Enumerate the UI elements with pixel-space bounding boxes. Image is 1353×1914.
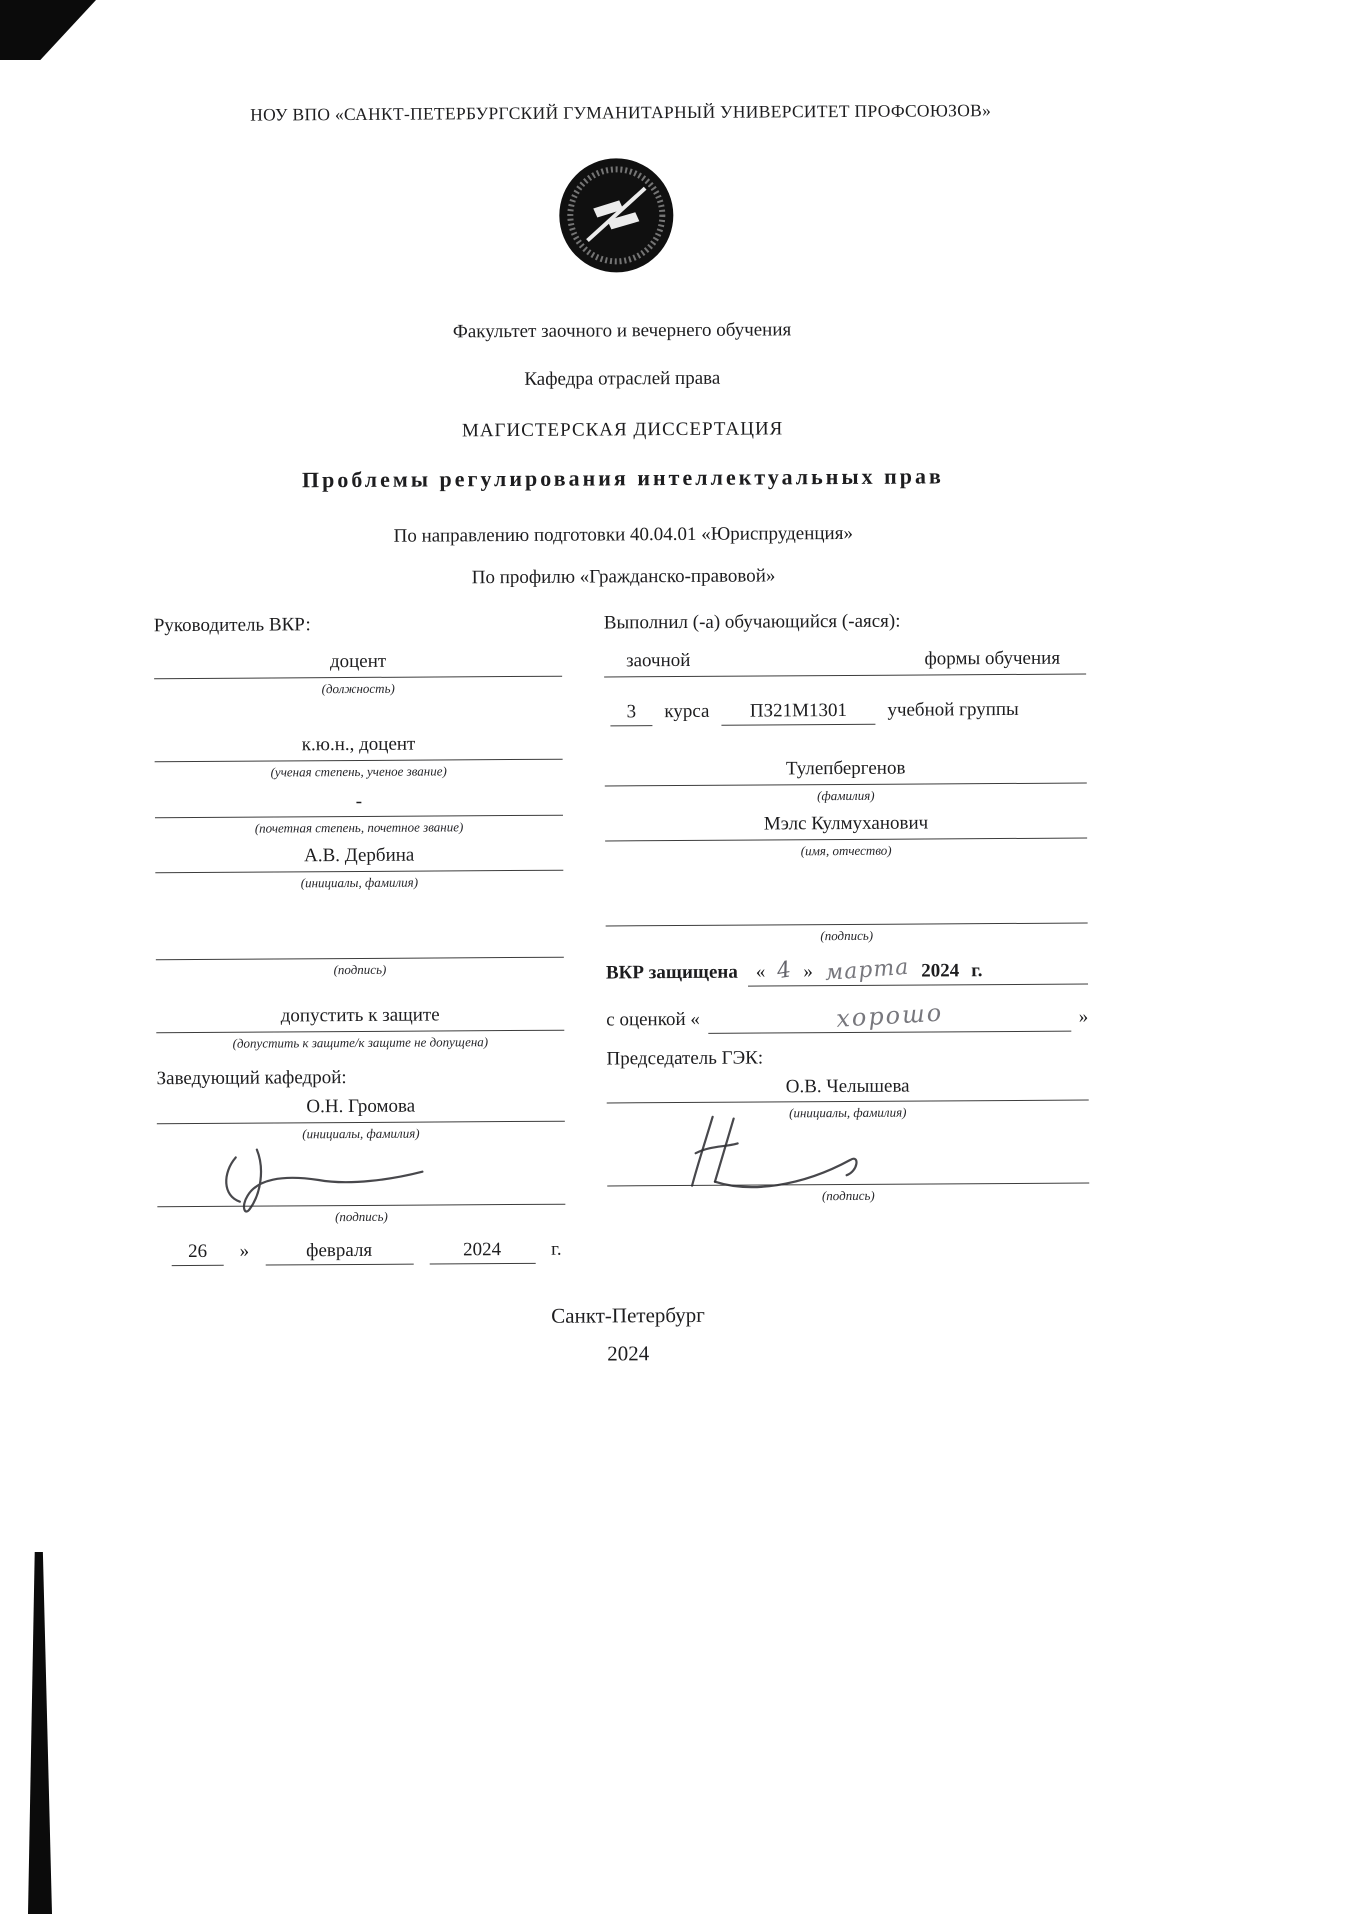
supervisor-signature-field [156, 916, 564, 979]
supervisor-name-value: А.В. Дербина [155, 843, 563, 873]
supervisor-position-caption: (должность) [321, 680, 395, 696]
student-signature-field [605, 881, 1087, 945]
supervisor-honorary-field [155, 788, 563, 837]
department-head-name-value: О.Н. Громова [157, 1093, 565, 1123]
student-given-names-value: Мэлс Кулмуханович [605, 810, 1087, 841]
admission-date-month: февраля [265, 1239, 413, 1265]
supervisor-honorary-value: - [155, 788, 563, 818]
department-head-signature-area [157, 1144, 565, 1206]
supervisor-signature-blank [156, 916, 564, 960]
supervisor-degree-field [154, 731, 562, 780]
supervisor-name-caption: (инициалы, фамилия) [300, 874, 419, 891]
defense-date-row [606, 956, 1088, 987]
course-label: курса [664, 700, 710, 723]
group-label: учебной группы [887, 698, 1019, 721]
student-label: Выполнил (-а) обучающийся (-аяся): [603, 610, 901, 634]
defense-label: ВКР защищена [605, 961, 738, 983]
form-columns [154, 610, 1090, 1266]
city: Санкт-Петербург [551, 1302, 705, 1328]
admission-decision-value: допустить к защите [156, 1003, 564, 1033]
study-form-label: формы обучения [924, 647, 1061, 670]
grade-close-quote: » [1078, 1006, 1089, 1028]
defense-year: 2024 [921, 959, 960, 982]
university-name: НОУ ВПО «САНКТ-ПЕТЕРБУРГСКИЙ ГУМАНИТАРНЫЙ УНИВЕРСИТЕТ ПРОФСОЮЗОВ» [250, 100, 992, 125]
thesis-title: Проблемы регулирования интеллектуальных прав [301, 463, 944, 493]
grade-row [606, 1000, 1088, 1034]
supervisor-signature-caption: (подпись) [333, 961, 387, 978]
university-emblem-icon [557, 156, 676, 275]
admission-date-quote: » [239, 1240, 250, 1262]
student-surname-caption: (фамилия) [817, 787, 875, 803]
department-head-signature [203, 1130, 454, 1220]
gec-chair-label: Председатель ГЭК: [606, 1046, 764, 1069]
gec-chair-name-caption: (инициалы, фамилия) [789, 1104, 907, 1121]
supervisor-name-field [155, 843, 563, 892]
supervisor-degree-value: к.ю.н., доцент [154, 731, 562, 761]
admission-decision-caption: (допустить к защите/к защите не допущена) [232, 1033, 489, 1051]
work-type: МАГИСТЕРСКАЯ ДИССЕРТАЦИЯ [461, 418, 784, 442]
student-given-names-field [605, 810, 1087, 860]
grade-label: с оценкой « [606, 1008, 700, 1030]
supervisor-position-value: доцент [154, 649, 562, 679]
supervisor-column [154, 613, 566, 1266]
student-surname-value: Тулепбергенов [605, 756, 1087, 787]
department-head-signature-caption: (подпись) [335, 1208, 388, 1224]
supervisor-honorary-caption: (почетная степень, почетное звание) [254, 819, 464, 836]
student-column [604, 610, 1090, 1263]
supervisor-position-field [154, 649, 562, 698]
department-head-name-caption: (инициалы, фамилия) [302, 1125, 420, 1141]
defense-day-handwritten: 4 [775, 956, 794, 984]
course-group-row [604, 699, 1086, 727]
supervisor-degree-caption: (ученая степень, ученое звание) [270, 762, 447, 779]
defense-open-quote: « [755, 960, 766, 983]
department-head-label: Заведующий кафедрой: [156, 1066, 347, 1089]
admission-decision-field [156, 1003, 564, 1052]
grade-line [708, 1000, 1071, 1033]
defense-month-handwritten: марта [823, 954, 911, 986]
study-form-value: заочной [625, 649, 691, 672]
admission-date-year: 2024 [429, 1238, 535, 1264]
gec-chair-signature-caption: (подпись) [821, 1188, 875, 1204]
student-surname-field [605, 756, 1087, 806]
admission-date-row [158, 1238, 566, 1265]
year: 2024 [607, 1341, 650, 1366]
defense-year-suffix: г. [971, 959, 983, 981]
student-signature-caption: (подпись) [820, 927, 874, 943]
grade-handwritten: хорошо [835, 998, 944, 1033]
group-value: ПЗ21М1301 [721, 700, 875, 726]
gec-chair-name-value: О.В. Челышева [607, 1073, 1089, 1104]
admission-date-suffix: г. [551, 1238, 562, 1260]
student-given-names-caption: (имя, отчество) [800, 842, 892, 858]
course-value: 3 [610, 701, 652, 726]
supervisor-label: Руководитель ВКР: [153, 614, 311, 637]
study-form-row [604, 648, 1086, 678]
student-signature-blank [605, 881, 1087, 926]
defense-close-quote: » [803, 960, 813, 982]
gec-chair-signature-area [607, 1124, 1089, 1187]
department-name: Кафедра отраслей права [524, 367, 721, 390]
faculty-name: Факультет заочного и вечернего обучения [452, 319, 792, 343]
gec-chair-signature [667, 1102, 878, 1195]
defense-date-part [748, 956, 1088, 986]
study-direction: По направлению подготовки 40.04.01 «Юриспруденция» [393, 522, 853, 547]
study-profile: По профилю «Гражданско-правовой» [471, 565, 776, 589]
admission-date-day: 26 [172, 1240, 224, 1265]
